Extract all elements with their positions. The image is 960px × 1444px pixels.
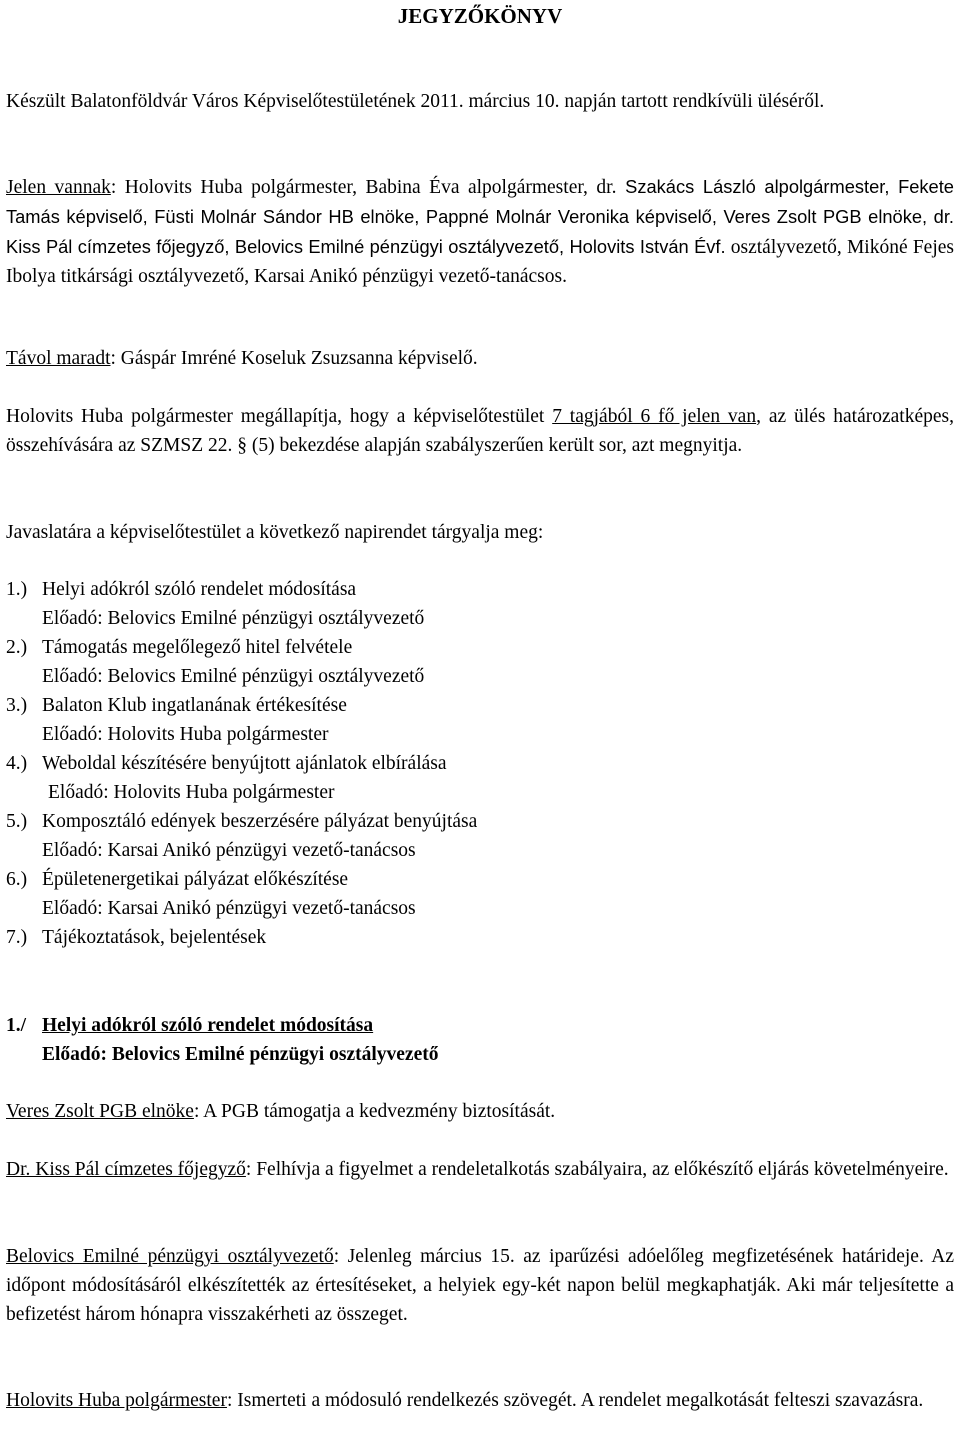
agenda-title: Balaton Klub ingatlanának értékesítése [42,695,347,716]
section-1-speaker: Előadó: Belovics Emilné pénzügyi osztályvezető [42,1044,439,1065]
agenda-speaker: Előadó: Belovics Emilné pénzügyi osztályvezető [42,608,425,629]
agenda-number: 7.) [6,927,28,948]
statement-speaker: Dr. Kiss Pál címzetes főjegyző [6,1159,246,1180]
statement-paragraph [6,1386,954,1415]
intro-paragraph: Készült Balatonföldvár Város Képviselőtestületének 2011. március 10. napján tartott rendkívüli üléséről. [6,91,825,112]
statement-text: : Ismerteti a módosuló rendelkezés szövegét. A rendelet megalkotását felteszi szavazásra. [226,1390,924,1411]
statement-paragraph [6,1097,954,1126]
agenda-item [6,807,954,836]
agenda-speaker: Előadó: Karsai Anikó pénzügyi vezető-tanácsos [42,898,416,919]
agenda-number: 3.) [6,695,28,716]
section-1-heading [6,1011,954,1069]
agenda-title: Weboldal készítésére benyújtott ajánlatok elbírálása [42,753,447,774]
agenda-title: Tájékoztatások, bejelentések [42,927,267,948]
agenda-title: Épületenergetikai pályázat előkészítése [42,869,349,890]
statement-paragraph [6,1155,954,1184]
absent-label: Távol maradt [6,348,111,369]
agenda-speaker: Előadó: Belovics Emilné pénzügyi osztályvezető [42,666,425,687]
agenda-list [6,575,954,952]
statement-speaker: Belovics Emilné pénzügyi osztályvezető [6,1246,334,1267]
quorum-paragraph [6,402,954,460]
agenda-title: Támogatás megelőlegező hitel felvétele [42,637,353,658]
statement-text: : Felhívja a figyelmet a rendeletalkotás szabályaira, az előkészítő eljárás követelményeire. [245,1159,949,1180]
attendance-paragraph [6,172,954,291]
section-1-title-line [6,1011,954,1040]
agenda-number: 6.) [6,869,28,890]
agenda-item [6,575,954,604]
statement-speaker: Holovits Huba polgármester [6,1390,227,1411]
agenda-speaker: Előadó: Karsai Anikó pénzügyi vezető-tanácsos [42,840,416,861]
statement-text: : A PGB támogatja a kedvezmény biztosítását. [193,1101,556,1122]
present-text-c: osztályvezető, Mikóné Fejes Ibolya titkársági osztályvezető, Karsai Anikó pénzügyi vezető-tanácsos. [6,237,954,287]
absent-paragraph [6,344,954,373]
agenda-number: 4.) [6,753,28,774]
agenda-item [6,749,954,778]
proposal-paragraph: Javaslatára a képviselőtestület a következő napirendet tárgyalja meg: [6,522,544,543]
agenda-number: 1.) [6,579,28,600]
document-title: JEGYZŐKÖNYV [397,4,563,28]
statement-speaker: Veres Zsolt PGB elnöke [6,1101,194,1122]
statement-text: : Jelenleg március 15. az iparűzési adóelőleg megfizetésének határideje. Az időpont módosításáról elkészítették az értesítéseket, a helyiek egy-két napon belül megkaphatják. Aki már teljesítette a befizetést három hónapra visszakérheti az összeget. [6,1246,955,1325]
agenda-item [6,633,954,662]
present-label: Jelen vannak [6,177,111,198]
section-1-title: Helyi adókról szóló rendelet módosítása [42,1015,374,1036]
agenda-speaker: Előadó: Holovits Huba polgármester [42,724,329,745]
quorum-text-a: Holovits Huba polgármester megállapítja, hogy a képviselőtestület [6,406,553,427]
agenda-title: Komposztáló edények beszerzésére pályázat benyújtása [42,811,478,832]
quorum-underlined: 7 tagjából 6 fő jelen van [552,406,757,427]
quorum-text-b: , az ülés határozatképes, összehívására az SZMSZ 22. § (5) bekezdése alapján szabályszerűen került sor, azt megnyitja. [6,406,954,456]
agenda-item [6,865,954,894]
statement-paragraph [6,1242,954,1329]
agenda-item [6,691,954,720]
absent-text: : Gáspár Imréné Koseluk Zsuzsanna képviselő. [110,348,478,369]
agenda-number: 2.) [6,637,28,658]
present-text-b: Szakács László alpolgármester, Fekete Tamás képviselő, Füsti Molnár Sándor HB elnöke, Pappné Molnár Veronika képviselő, Veres Zsolt PGB elnöke, dr. Kiss Pál címzetes főjegyző, Belovics Emilné pénzügyi osztályvezető, Holovits István Évf. [6,176,954,257]
present-text-a: : Holovits Huba polgármester, Babina Éva alpolgármester, dr. [110,177,617,198]
agenda-number: 5.) [6,811,28,832]
agenda-item [6,923,954,952]
agenda-title: Helyi adókról szóló rendelet módosítása [42,579,357,600]
section-1-number: 1./ [6,1015,27,1036]
agenda-speaker: Előadó: Holovits Huba polgármester [48,782,335,803]
